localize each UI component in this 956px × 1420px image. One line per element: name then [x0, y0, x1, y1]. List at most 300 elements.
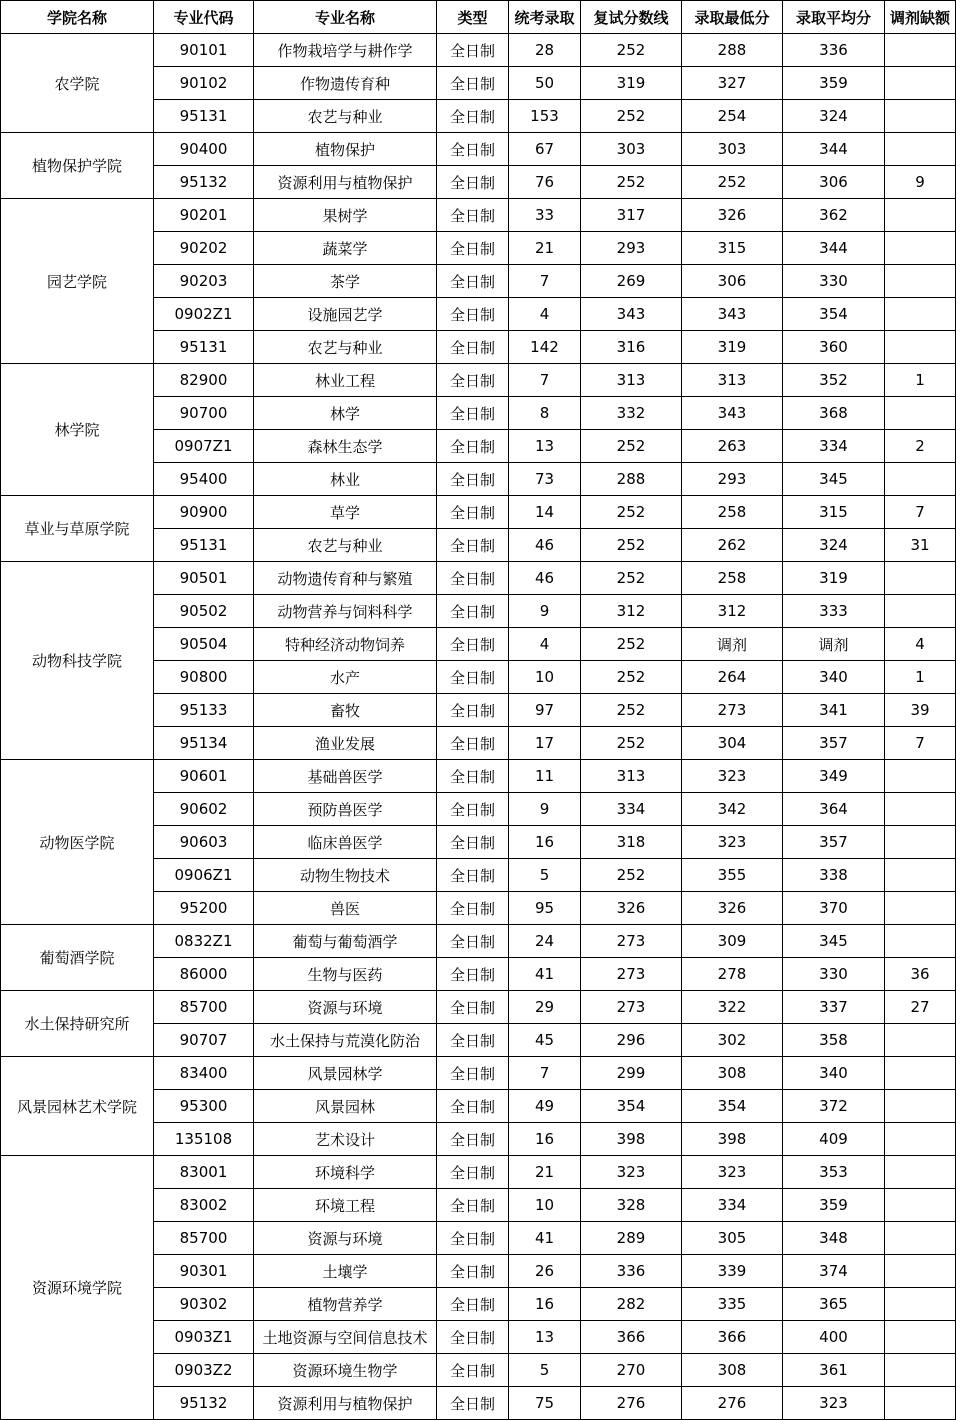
- transfer-vacancy-cell: 39: [885, 694, 956, 727]
- admitted-count-cell: 41: [509, 958, 581, 991]
- retest-line-cell: 328: [581, 1189, 682, 1222]
- min-score-cell: 278: [682, 958, 783, 991]
- transfer-vacancy-cell: [885, 100, 956, 133]
- min-score-cell: 313: [682, 364, 783, 397]
- min-score-cell: 264: [682, 661, 783, 694]
- admitted-count-cell: 28: [509, 34, 581, 67]
- min-score-cell: 308: [682, 1354, 783, 1387]
- study-type-cell: 全日制: [437, 232, 509, 265]
- admitted-count-cell: 142: [509, 331, 581, 364]
- admitted-count-cell: 33: [509, 199, 581, 232]
- major-code-cell: 95200: [154, 892, 254, 925]
- transfer-vacancy-cell: [885, 67, 956, 100]
- transfer-vacancy-cell: 31: [885, 529, 956, 562]
- major-code-cell: 82900: [154, 364, 254, 397]
- major-name-cell: 农艺与种业: [254, 529, 437, 562]
- major-code-cell: 0903Z2: [154, 1354, 254, 1387]
- major-code-cell: 90302: [154, 1288, 254, 1321]
- transfer-vacancy-cell: [885, 1123, 956, 1156]
- table-row: [1, 34, 956, 67]
- retest-line-cell: 332: [581, 397, 682, 430]
- avg-score-cell: 353: [783, 1156, 885, 1189]
- retest-line-cell: 312: [581, 595, 682, 628]
- retest-line-cell: 252: [581, 859, 682, 892]
- admitted-count-cell: 9: [509, 595, 581, 628]
- study-type-cell: 全日制: [437, 826, 509, 859]
- retest-line-cell: 296: [581, 1024, 682, 1057]
- transfer-vacancy-cell: [885, 133, 956, 166]
- min-score-cell: 354: [682, 1090, 783, 1123]
- avg-score-cell: 340: [783, 661, 885, 694]
- min-score-cell: 304: [682, 727, 783, 760]
- min-score-cell: 343: [682, 397, 783, 430]
- major-code-cell: 90203: [154, 265, 254, 298]
- admitted-count-cell: 5: [509, 1354, 581, 1387]
- major-name-cell: 葡萄与葡萄酒学: [254, 925, 437, 958]
- transfer-vacancy-cell: 7: [885, 496, 956, 529]
- major-code-cell: 90700: [154, 397, 254, 430]
- min-score-cell: 355: [682, 859, 783, 892]
- study-type-cell: 全日制: [437, 133, 509, 166]
- major-name-cell: 设施园艺学: [254, 298, 437, 331]
- major-code-cell: 83002: [154, 1189, 254, 1222]
- retest-line-cell: 343: [581, 298, 682, 331]
- avg-score-cell: 362: [783, 199, 885, 232]
- header-avg-score: 录取平均分: [783, 1, 885, 34]
- avg-score-cell: 358: [783, 1024, 885, 1057]
- retest-line-cell: 323: [581, 1156, 682, 1189]
- min-score-cell: 326: [682, 199, 783, 232]
- retest-line-cell: 313: [581, 760, 682, 793]
- retest-line-cell: 318: [581, 826, 682, 859]
- major-code-cell: 85700: [154, 1222, 254, 1255]
- major-name-cell: 森林生态学: [254, 430, 437, 463]
- major-name-cell: 资源与环境: [254, 991, 437, 1024]
- college-name-cell: 草业与草原学院: [1, 496, 154, 562]
- retest-line-cell: 252: [581, 496, 682, 529]
- admitted-count-cell: 9: [509, 793, 581, 826]
- retest-line-cell: 282: [581, 1288, 682, 1321]
- admitted-count-cell: 21: [509, 1156, 581, 1189]
- header-min-score: 录取最低分: [682, 1, 783, 34]
- major-name-cell: 林业: [254, 463, 437, 496]
- major-code-cell: 0907Z1: [154, 430, 254, 463]
- admitted-count-cell: 4: [509, 298, 581, 331]
- avg-score-cell: 336: [783, 34, 885, 67]
- avg-score-cell: 319: [783, 562, 885, 595]
- study-type-cell: 全日制: [437, 1123, 509, 1156]
- avg-score-cell: 344: [783, 133, 885, 166]
- study-type-cell: 全日制: [437, 463, 509, 496]
- min-score-cell: 327: [682, 67, 783, 100]
- college-name-cell: 水土保持研究所: [1, 991, 154, 1057]
- transfer-vacancy-cell: 2: [885, 430, 956, 463]
- transfer-vacancy-cell: [885, 463, 956, 496]
- transfer-vacancy-cell: [885, 859, 956, 892]
- avg-score-cell: 306: [783, 166, 885, 199]
- retest-line-cell: 273: [581, 958, 682, 991]
- major-code-cell: 95131: [154, 100, 254, 133]
- avg-score-cell: 354: [783, 298, 885, 331]
- min-score-cell: 326: [682, 892, 783, 925]
- major-code-cell: 90102: [154, 67, 254, 100]
- admitted-count-cell: 153: [509, 100, 581, 133]
- retest-line-cell: 366: [581, 1321, 682, 1354]
- major-code-cell: 90400: [154, 133, 254, 166]
- admitted-count-cell: 21: [509, 232, 581, 265]
- study-type-cell: 全日制: [437, 265, 509, 298]
- major-name-cell: 茶学: [254, 265, 437, 298]
- retest-line-cell: 252: [581, 100, 682, 133]
- admitted-count-cell: 75: [509, 1387, 581, 1420]
- retest-line-cell: 273: [581, 991, 682, 1024]
- retest-line-cell: 288: [581, 463, 682, 496]
- study-type-cell: 全日制: [437, 298, 509, 331]
- major-name-cell: 动物遗传育种与繁殖: [254, 562, 437, 595]
- admitted-count-cell: 10: [509, 1189, 581, 1222]
- study-type-cell: 全日制: [437, 760, 509, 793]
- major-name-cell: 环境科学: [254, 1156, 437, 1189]
- header-major-name: 专业名称: [254, 1, 437, 34]
- study-type-cell: 全日制: [437, 1288, 509, 1321]
- retest-line-cell: 270: [581, 1354, 682, 1387]
- study-type-cell: 全日制: [437, 166, 509, 199]
- admitted-count-cell: 29: [509, 991, 581, 1024]
- transfer-vacancy-cell: [885, 892, 956, 925]
- study-type-cell: 全日制: [437, 1354, 509, 1387]
- avg-score-cell: 324: [783, 529, 885, 562]
- avg-score-cell: 357: [783, 826, 885, 859]
- major-code-cell: 90504: [154, 628, 254, 661]
- major-name-cell: 生物与医药: [254, 958, 437, 991]
- avg-score-cell: 345: [783, 463, 885, 496]
- admitted-count-cell: 76: [509, 166, 581, 199]
- transfer-vacancy-cell: [885, 298, 956, 331]
- transfer-vacancy-cell: [885, 1024, 956, 1057]
- table-row: [1, 991, 956, 1024]
- major-name-cell: 资源利用与植物保护: [254, 1387, 437, 1420]
- major-name-cell: 艺术设计: [254, 1123, 437, 1156]
- transfer-vacancy-cell: [885, 1222, 956, 1255]
- major-code-cell: 90101: [154, 34, 254, 67]
- avg-score-cell: 330: [783, 958, 885, 991]
- admitted-count-cell: 14: [509, 496, 581, 529]
- study-type-cell: 全日制: [437, 661, 509, 694]
- avg-score-cell: 409: [783, 1123, 885, 1156]
- transfer-vacancy-cell: [885, 1156, 956, 1189]
- study-type-cell: 全日制: [437, 958, 509, 991]
- min-score-cell: 334: [682, 1189, 783, 1222]
- study-type-cell: 全日制: [437, 1255, 509, 1288]
- college-name-cell: 园艺学院: [1, 199, 154, 364]
- retest-line-cell: 252: [581, 529, 682, 562]
- table-row: [1, 496, 956, 529]
- admitted-count-cell: 41: [509, 1222, 581, 1255]
- study-type-cell: 全日制: [437, 694, 509, 727]
- retest-line-cell: 252: [581, 166, 682, 199]
- retest-line-cell: 303: [581, 133, 682, 166]
- major-name-cell: 林业工程: [254, 364, 437, 397]
- admitted-count-cell: 7: [509, 265, 581, 298]
- transfer-vacancy-cell: [885, 397, 956, 430]
- retest-line-cell: 276: [581, 1387, 682, 1420]
- table-row: [1, 760, 956, 793]
- major-name-cell: 特种经济动物饲养: [254, 628, 437, 661]
- major-code-cell: 90602: [154, 793, 254, 826]
- admitted-count-cell: 46: [509, 562, 581, 595]
- college-name-cell: 资源环境学院: [1, 1156, 154, 1420]
- avg-score-cell: 364: [783, 793, 885, 826]
- major-code-cell: 90900: [154, 496, 254, 529]
- retest-line-cell: 252: [581, 694, 682, 727]
- transfer-vacancy-cell: [885, 925, 956, 958]
- transfer-vacancy-cell: 1: [885, 364, 956, 397]
- avg-score-cell: 344: [783, 232, 885, 265]
- study-type-cell: 全日制: [437, 1387, 509, 1420]
- table-row: [1, 562, 956, 595]
- admitted-count-cell: 5: [509, 859, 581, 892]
- study-type-cell: 全日制: [437, 1090, 509, 1123]
- major-code-cell: 95300: [154, 1090, 254, 1123]
- table-row: [1, 133, 956, 166]
- min-score-cell: 调剂: [682, 628, 783, 661]
- retest-line-cell: 326: [581, 892, 682, 925]
- major-code-cell: 90202: [154, 232, 254, 265]
- retest-line-cell: 252: [581, 430, 682, 463]
- retest-line-cell: 252: [581, 34, 682, 67]
- avg-score-cell: 400: [783, 1321, 885, 1354]
- retest-line-cell: 289: [581, 1222, 682, 1255]
- transfer-vacancy-cell: [885, 826, 956, 859]
- study-type-cell: 全日制: [437, 199, 509, 232]
- study-type-cell: 全日制: [437, 1057, 509, 1090]
- min-score-cell: 303: [682, 133, 783, 166]
- transfer-vacancy-cell: [885, 1090, 956, 1123]
- avg-score-cell: 333: [783, 595, 885, 628]
- transfer-vacancy-cell: [885, 793, 956, 826]
- admitted-count-cell: 16: [509, 826, 581, 859]
- major-name-cell: 资源环境生物学: [254, 1354, 437, 1387]
- avg-score-cell: 337: [783, 991, 885, 1024]
- transfer-vacancy-cell: 4: [885, 628, 956, 661]
- major-code-cell: 95131: [154, 331, 254, 364]
- admitted-count-cell: 67: [509, 133, 581, 166]
- major-name-cell: 果树学: [254, 199, 437, 232]
- avg-score-cell: 361: [783, 1354, 885, 1387]
- avg-score-cell: 340: [783, 1057, 885, 1090]
- min-score-cell: 319: [682, 331, 783, 364]
- major-code-cell: 90707: [154, 1024, 254, 1057]
- major-name-cell: 风景园林: [254, 1090, 437, 1123]
- major-code-cell: 0832Z1: [154, 925, 254, 958]
- min-score-cell: 305: [682, 1222, 783, 1255]
- college-name-cell: 动物科技学院: [1, 562, 154, 760]
- major-name-cell: 土地资源与空间信息技术: [254, 1321, 437, 1354]
- avg-score-cell: 345: [783, 925, 885, 958]
- major-code-cell: 90501: [154, 562, 254, 595]
- header-row: [1, 1, 956, 34]
- min-score-cell: 273: [682, 694, 783, 727]
- major-name-cell: 预防兽医学: [254, 793, 437, 826]
- avg-score-cell: 352: [783, 364, 885, 397]
- avg-score-cell: 341: [783, 694, 885, 727]
- admitted-count-cell: 7: [509, 364, 581, 397]
- header-college-name: 学院名称: [1, 1, 154, 34]
- transfer-vacancy-cell: 1: [885, 661, 956, 694]
- header-major-code: 专业代码: [154, 1, 254, 34]
- table-row: [1, 364, 956, 397]
- admitted-count-cell: 73: [509, 463, 581, 496]
- admitted-count-cell: 45: [509, 1024, 581, 1057]
- header-retest-line: 复试分数线: [581, 1, 682, 34]
- min-score-cell: 322: [682, 991, 783, 1024]
- avg-score-cell: 365: [783, 1288, 885, 1321]
- college-name-cell: 农学院: [1, 34, 154, 133]
- transfer-vacancy-cell: [885, 199, 956, 232]
- retest-line-cell: 252: [581, 727, 682, 760]
- min-score-cell: 343: [682, 298, 783, 331]
- transfer-vacancy-cell: [885, 34, 956, 67]
- transfer-vacancy-cell: [885, 1189, 956, 1222]
- study-type-cell: 全日制: [437, 595, 509, 628]
- avg-score-cell: 338: [783, 859, 885, 892]
- retest-line-cell: 313: [581, 364, 682, 397]
- major-name-cell: 土壤学: [254, 1255, 437, 1288]
- transfer-vacancy-cell: [885, 331, 956, 364]
- major-name-cell: 风景园林学: [254, 1057, 437, 1090]
- retest-line-cell: 252: [581, 661, 682, 694]
- min-score-cell: 254: [682, 100, 783, 133]
- admitted-count-cell: 26: [509, 1255, 581, 1288]
- major-name-cell: 动物营养与饲料科学: [254, 595, 437, 628]
- table-row: [1, 199, 956, 232]
- major-code-cell: 0906Z1: [154, 859, 254, 892]
- transfer-vacancy-cell: 36: [885, 958, 956, 991]
- min-score-cell: 309: [682, 925, 783, 958]
- min-score-cell: 258: [682, 562, 783, 595]
- study-type-cell: 全日制: [437, 727, 509, 760]
- major-code-cell: 90301: [154, 1255, 254, 1288]
- study-type-cell: 全日制: [437, 100, 509, 133]
- major-name-cell: 作物遗传育种: [254, 67, 437, 100]
- admitted-count-cell: 97: [509, 694, 581, 727]
- admitted-count-cell: 11: [509, 760, 581, 793]
- major-code-cell: 95133: [154, 694, 254, 727]
- avg-score-cell: 323: [783, 1387, 885, 1420]
- major-name-cell: 资源利用与植物保护: [254, 166, 437, 199]
- avg-score-cell: 324: [783, 100, 885, 133]
- major-code-cell: 83400: [154, 1057, 254, 1090]
- college-name-cell: 动物医学院: [1, 760, 154, 925]
- avg-score-cell: 315: [783, 496, 885, 529]
- avg-score-cell: 372: [783, 1090, 885, 1123]
- college-name-cell: 植物保护学院: [1, 133, 154, 199]
- major-name-cell: 植物营养学: [254, 1288, 437, 1321]
- retest-line-cell: 273: [581, 925, 682, 958]
- study-type-cell: 全日制: [437, 859, 509, 892]
- admitted-count-cell: 95: [509, 892, 581, 925]
- min-score-cell: 312: [682, 595, 783, 628]
- admitted-count-cell: 17: [509, 727, 581, 760]
- avg-score-cell: 359: [783, 1189, 885, 1222]
- transfer-vacancy-cell: [885, 265, 956, 298]
- study-type-cell: 全日制: [437, 397, 509, 430]
- admitted-count-cell: 46: [509, 529, 581, 562]
- major-code-cell: 90201: [154, 199, 254, 232]
- min-score-cell: 323: [682, 826, 783, 859]
- study-type-cell: 全日制: [437, 1189, 509, 1222]
- major-name-cell: 草学: [254, 496, 437, 529]
- avg-score-cell: 调剂: [783, 628, 885, 661]
- min-score-cell: 258: [682, 496, 783, 529]
- major-code-cell: 95132: [154, 1387, 254, 1420]
- admitted-count-cell: 7: [509, 1057, 581, 1090]
- major-name-cell: 农艺与种业: [254, 100, 437, 133]
- major-name-cell: 临床兽医学: [254, 826, 437, 859]
- admitted-count-cell: 13: [509, 1321, 581, 1354]
- min-score-cell: 306: [682, 265, 783, 298]
- header-type: 类型: [437, 1, 509, 34]
- transfer-vacancy-cell: [885, 1354, 956, 1387]
- admitted-count-cell: 13: [509, 430, 581, 463]
- major-code-cell: 86000: [154, 958, 254, 991]
- admitted-count-cell: 10: [509, 661, 581, 694]
- min-score-cell: 342: [682, 793, 783, 826]
- avg-score-cell: 349: [783, 760, 885, 793]
- transfer-vacancy-cell: [885, 1255, 956, 1288]
- study-type-cell: 全日制: [437, 562, 509, 595]
- major-name-cell: 渔业发展: [254, 727, 437, 760]
- college-name-cell: 林学院: [1, 364, 154, 496]
- avg-score-cell: 368: [783, 397, 885, 430]
- min-score-cell: 335: [682, 1288, 783, 1321]
- study-type-cell: 全日制: [437, 892, 509, 925]
- retest-line-cell: 317: [581, 199, 682, 232]
- avg-score-cell: 360: [783, 331, 885, 364]
- major-name-cell: 作物栽培学与耕作学: [254, 34, 437, 67]
- college-name-cell: 风景园林艺术学院: [1, 1057, 154, 1156]
- major-name-cell: 环境工程: [254, 1189, 437, 1222]
- retest-line-cell: 299: [581, 1057, 682, 1090]
- retest-line-cell: 334: [581, 793, 682, 826]
- college-name-cell: 葡萄酒学院: [1, 925, 154, 991]
- major-name-cell: 兽医: [254, 892, 437, 925]
- major-name-cell: 农艺与种业: [254, 331, 437, 364]
- table-body: [1, 34, 956, 1420]
- min-score-cell: 323: [682, 760, 783, 793]
- retest-line-cell: 269: [581, 265, 682, 298]
- major-code-cell: 0903Z1: [154, 1321, 254, 1354]
- transfer-vacancy-cell: [885, 595, 956, 628]
- study-type-cell: 全日制: [437, 991, 509, 1024]
- major-name-cell: 植物保护: [254, 133, 437, 166]
- major-name-cell: 基础兽医学: [254, 760, 437, 793]
- major-name-cell: 畜牧: [254, 694, 437, 727]
- retest-line-cell: 398: [581, 1123, 682, 1156]
- retest-line-cell: 319: [581, 67, 682, 100]
- table-row: [1, 1156, 956, 1189]
- major-name-cell: 资源与环境: [254, 1222, 437, 1255]
- min-score-cell: 315: [682, 232, 783, 265]
- retest-line-cell: 354: [581, 1090, 682, 1123]
- major-code-cell: 90502: [154, 595, 254, 628]
- transfer-vacancy-cell: [885, 760, 956, 793]
- transfer-vacancy-cell: 9: [885, 166, 956, 199]
- major-code-cell: 95131: [154, 529, 254, 562]
- major-code-cell: 90601: [154, 760, 254, 793]
- study-type-cell: 全日制: [437, 925, 509, 958]
- transfer-vacancy-cell: [885, 1321, 956, 1354]
